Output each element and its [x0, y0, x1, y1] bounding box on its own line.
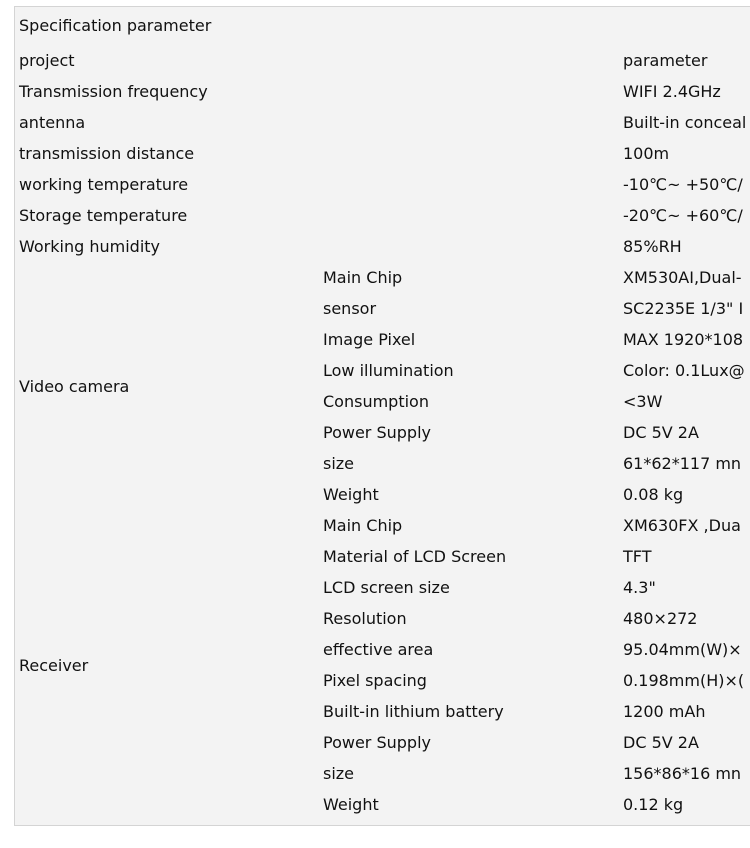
row-value: DC 5V 2A: [623, 423, 699, 442]
row-label: Weight: [323, 795, 379, 814]
table-row: [14, 231, 750, 262]
row-label: transmission distance: [19, 144, 195, 163]
row-label: Built-in lithium battery: [323, 702, 504, 721]
spec-table-body: [14, 45, 750, 820]
row-value: 4.3": [623, 578, 656, 597]
row-value: -10℃~ +50℃/: [623, 175, 743, 194]
row-label: Working humidity: [19, 237, 160, 256]
row-label: Main Chip: [323, 268, 403, 287]
row-label: Material of LCD Screen: [323, 547, 507, 566]
table-row: [14, 138, 750, 169]
row-label: size: [323, 764, 355, 783]
row-label: Image Pixel: [323, 330, 416, 349]
row-label: antenna: [19, 113, 86, 132]
row-value: 0.08 kg: [623, 485, 684, 504]
row-label: Power Supply: [323, 423, 431, 442]
row-value: MAX 1920*108: [623, 330, 744, 349]
row-label: Main Chip: [323, 516, 403, 535]
row-label: Resolution: [323, 609, 407, 628]
page-title: Specification parameter: [19, 16, 212, 35]
row-label: Power Supply: [323, 733, 431, 752]
spec-table: [14, 45, 750, 820]
row-label: Weight: [323, 485, 379, 504]
table-header-row: [14, 45, 750, 76]
row-value: 480×272: [623, 609, 698, 628]
row-value: Color: 0.1Lux@: [623, 361, 745, 380]
row-value: 61*62*117 mn: [623, 454, 742, 473]
row-value: 85%RH: [623, 237, 682, 256]
table-row: [14, 510, 750, 541]
row-value: -20℃~ +60℃/: [623, 206, 743, 225]
row-value: <3W: [623, 392, 663, 411]
table-row: [14, 262, 750, 293]
row-value: 100m: [623, 144, 670, 163]
row-value: SC2235E 1/3" I: [623, 299, 744, 318]
row-value: DC 5V 2A: [623, 733, 699, 752]
row-value: 156*86*16 mn: [623, 764, 742, 783]
row-label: Consumption: [323, 392, 429, 411]
row-value: TFT: [623, 547, 652, 566]
row-label: LCD screen size: [323, 578, 450, 597]
row-value: XM530AI,Dual-: [623, 268, 742, 287]
row-value: WIFI 2.4GHz: [623, 82, 721, 101]
group-label-receiver: Receiver: [19, 655, 89, 675]
row-value: 0.198mm(H)×(: [623, 671, 745, 690]
group-label-video-camera: Video camera: [19, 376, 130, 396]
row-value: Built-in conceal: [623, 113, 747, 132]
row-label: Storage temperature: [19, 206, 188, 225]
row-value: 1200 mAh: [623, 702, 706, 721]
table-row: [14, 76, 750, 107]
table-row: [14, 200, 750, 231]
table-row: [14, 169, 750, 200]
row-label: sensor: [323, 299, 377, 318]
header-label: project: [19, 51, 75, 70]
row-value: XM630FX ,Dua: [623, 516, 741, 535]
row-label: Transmission frequency: [19, 82, 208, 101]
row-value: 0.12 kg: [623, 795, 684, 814]
row-label: size: [323, 454, 355, 473]
row-label: working temperature: [19, 175, 189, 194]
row-label: effective area: [323, 640, 434, 659]
row-label: Pixel spacing: [323, 671, 427, 690]
row-label: Low illumination: [323, 361, 454, 380]
table-row: [14, 107, 750, 138]
header-value: parameter: [623, 51, 708, 70]
row-value: 95.04mm(W)×: [623, 640, 742, 659]
